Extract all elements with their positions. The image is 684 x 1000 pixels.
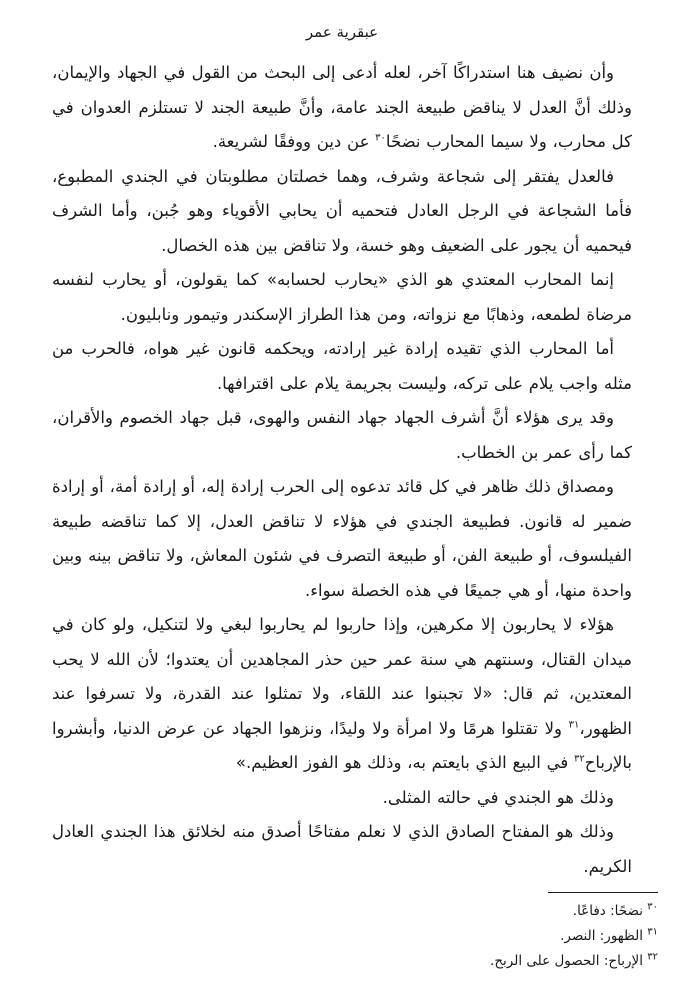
paragraph-7: هؤلاء لا يحاربون إلا مكرهين، وإذا حاربوا لم يحاربوا لبغي ولا لتنكيل، ولو كان في ميدان القتال، وسنتهم هي سنة عمر حين حذر المجاهدين أن يعتدوا؛ لأن الله لا يحب المعتدين، ثم قال: «لا تجبنوا عند اللقاء، ولا تمثلوا عند القدرة، ولا تسرفوا عند الظهور،$^{٣١}$ ولا تقتلوا هرمًا ولا امرأة ولا وليدًا، ونزهوا الجهاد عن عرض الدنيا، وأبشروا بالإرباح$^{٣٢}$ في البيع الذي بايعتم به، وذلك هو الفوز العظيم.» [52,615,632,772]
footnotes [38,899,658,974]
paragraph-6: ومصداق ذلك ظاهر في كل قائد تدعوه إلى الحرب إرادة إله، أو إرادة أمة، أو إرادة ضمير له قانون. فطبيعة الجندي في هؤلاء لا تناقض العدل، إلا كما تناقضه طبيعة الفيلسوف، أو طبيعة الفن، أو طبيعة التصرف في شئون المعاش، ولا تناقض بينه وبين واحدة منها، أو هي جميعًا في هذه الخصلة سواء. [52,477,632,600]
paragraph-1: وأن نضيف هنا استدراكًا آخر، لعله أدعى إلى البحث من القول في الجهاد والإيمان، وذلك أنَّ العدل لا يناقض طبيعة الجند عامة، وأنَّ طبيعة الجند لا تستلزم العدوان في كل محارب، ولا سيما المحارب نضحًا$^{٣٠}$ عن دين ووفقًا لشريعة. [52,63,632,151]
paragraph-3: إنما المحارب المعتدي هو الذي «يحارب لحسابه» كما يقولون، أو يحارب لنفسه مرضاة لطمعه، وذهابًا مع نزواته، ومن هذا الطراز الإسكندر وتيمور ونابليون. [52,270,632,324]
running-header: عبقرية عمر [305,23,379,41]
footnote-text: نضحًا: دفاعًا. [572,903,648,919]
footnote-text: الظهور: النصر. [560,928,648,944]
paragraph-5: وقد يرى هؤلاء أنَّ أشرف الجهاد جهاد النفس والهوى، قبل جهاد الخصوم والأقران، كما رأى عمر بن الخطاب. [52,408,632,462]
footnote-31 [38,924,658,949]
footnote-text: الإرباح: الحصول على الربح. [490,953,648,969]
footnote-ref-31[interactable]: ٣١ [568,719,580,730]
footnote-divider [548,892,658,893]
footnote-number: ٣١ [647,926,658,938]
body-text [52,56,632,884]
paragraph-9: وذلك هو المفتاح الصادق الذي لا نعلم مفتاحًا أصدق منه لخلائق هذا الجندي العادل الكريم. [52,822,632,876]
paragraph-2: فالعدل يفتقر إلى شجاعة وشرف، وهما خصلتان مطلوبتان في الجندي المطبوع، فأما الشجاعة في الرجل العادل فتحميه أن يحابي الأقوياء وهو جُبن، وأما الشرف فيحميه أن يجور على الضعيف وهو خسة، ولا تناقض بين هذه الخصال. [52,166,632,255]
footnote-30 [38,899,658,924]
footnote-32 [38,949,658,974]
paragraph-8: وذلك هو الجندي في حالته المثلى. [382,787,614,807]
footnote-number: ٣٠ [647,901,658,913]
footnote-ref-32[interactable]: ٣٢ [573,753,585,765]
footnote-number: ٣٢ [647,951,658,963]
footnote-ref-30[interactable]: ٣٠ [375,132,386,144]
paragraph-4: أما المحارب الذي تقيده إرادة غير إرادته، ويحكمه قانون غير هواه، فالحرب من مثله واجب يلام على تركه، وليست بجريمة يلام على اقترافها. [52,339,632,393]
